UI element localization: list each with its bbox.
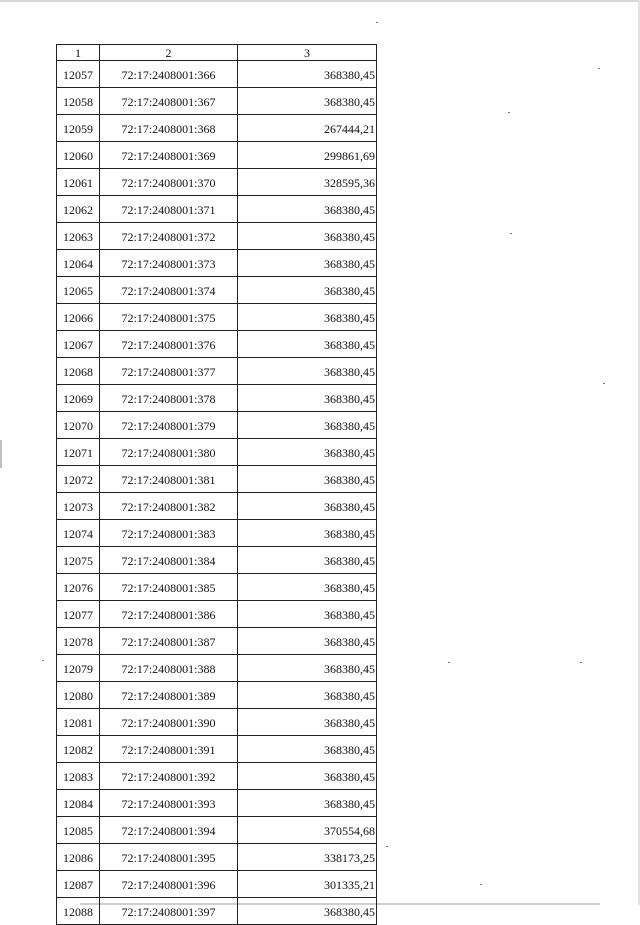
table-row	[57, 412, 377, 439]
cadastral-number: 72:17:2408001:387	[100, 628, 238, 655]
scan-speck	[603, 383, 605, 384]
scan-speck	[598, 68, 600, 69]
cadastral-number: 72:17:2408001:388	[100, 655, 238, 682]
cadastral-value: 328595,36	[238, 169, 377, 196]
row-number: 12080	[57, 682, 100, 709]
table-row	[57, 628, 377, 655]
row-number: 12069	[57, 385, 100, 412]
cadastral-number: 72:17:2408001:373	[100, 250, 238, 277]
cadastral-number: 72:17:2408001:370	[100, 169, 238, 196]
row-number: 12081	[57, 709, 100, 736]
table-row	[57, 277, 377, 304]
cadastral-number: 72:17:2408001:374	[100, 277, 238, 304]
cadastral-number: 72:17:2408001:381	[100, 466, 238, 493]
cadastral-value: 368380,45	[238, 277, 377, 304]
table-row	[57, 520, 377, 547]
cadastral-number: 72:17:2408001:383	[100, 520, 238, 547]
cadastral-value: 370554,68	[238, 817, 377, 844]
scan-speck	[480, 884, 482, 885]
cadastral-number: 72:17:2408001:368	[100, 115, 238, 142]
page-mark-left	[0, 440, 2, 468]
row-number: 12087	[57, 871, 100, 898]
row-number: 12057	[57, 61, 100, 88]
cadastral-value: 299861,69	[238, 142, 377, 169]
cadastral-value: 368380,45	[238, 304, 377, 331]
row-number: 12088	[57, 898, 100, 925]
row-number: 12083	[57, 763, 100, 790]
cadastral-value: 368380,45	[238, 250, 377, 277]
cadastral-value: 368380,45	[238, 520, 377, 547]
scan-speck	[386, 846, 388, 847]
row-number: 12074	[57, 520, 100, 547]
cadastral-number: 72:17:2408001:366	[100, 61, 238, 88]
row-number: 12062	[57, 196, 100, 223]
table-row	[57, 655, 377, 682]
cadastral-number: 72:17:2408001:371	[100, 196, 238, 223]
row-number: 12059	[57, 115, 100, 142]
cadastral-value-table	[56, 44, 377, 925]
row-number: 12064	[57, 250, 100, 277]
table-row	[57, 898, 377, 925]
cadastral-number: 72:17:2408001:375	[100, 304, 238, 331]
table-row	[57, 871, 377, 898]
cadastral-value: 368380,45	[238, 628, 377, 655]
cadastral-value: 368380,45	[238, 358, 377, 385]
row-number: 12060	[57, 142, 100, 169]
table-row	[57, 790, 377, 817]
cadastral-value: 368380,45	[238, 385, 377, 412]
table-row	[57, 250, 377, 277]
scan-speck	[508, 112, 510, 113]
cadastral-number: 72:17:2408001:378	[100, 385, 238, 412]
row-number: 12065	[57, 277, 100, 304]
cadastral-value: 368380,45	[238, 655, 377, 682]
row-number: 12076	[57, 574, 100, 601]
row-number: 12067	[57, 331, 100, 358]
row-number: 12066	[57, 304, 100, 331]
cadastral-number: 72:17:2408001:397	[100, 898, 238, 925]
row-number: 12086	[57, 844, 100, 871]
column-header-3: 3	[238, 45, 377, 61]
table-row	[57, 223, 377, 250]
row-number: 12082	[57, 736, 100, 763]
cadastral-value: 368380,45	[238, 493, 377, 520]
table-row	[57, 844, 377, 871]
row-number: 12068	[57, 358, 100, 385]
row-number: 12073	[57, 493, 100, 520]
scan-speck	[448, 662, 450, 663]
cadastral-number: 72:17:2408001:385	[100, 574, 238, 601]
row-number: 12078	[57, 628, 100, 655]
cadastral-number: 72:17:2408001:376	[100, 331, 238, 358]
table-row	[57, 88, 377, 115]
cadastral-number: 72:17:2408001:369	[100, 142, 238, 169]
table-body	[57, 61, 377, 925]
cadastral-value: 368380,45	[238, 88, 377, 115]
cadastral-number: 72:17:2408001:384	[100, 547, 238, 574]
table-row	[57, 358, 377, 385]
table-row	[57, 763, 377, 790]
row-number: 12058	[57, 88, 100, 115]
scan-speck	[376, 22, 378, 23]
cadastral-number: 72:17:2408001:395	[100, 844, 238, 871]
table-row	[57, 115, 377, 142]
table-row	[57, 736, 377, 763]
cadastral-value-table-wrapper	[56, 44, 377, 925]
cadastral-number: 72:17:2408001:392	[100, 763, 238, 790]
table-row	[57, 142, 377, 169]
row-number: 12072	[57, 466, 100, 493]
cadastral-number: 72:17:2408001:389	[100, 682, 238, 709]
cadastral-number: 72:17:2408001:382	[100, 493, 238, 520]
cadastral-number: 72:17:2408001:377	[100, 358, 238, 385]
cadastral-number: 72:17:2408001:390	[100, 709, 238, 736]
cadastral-value: 368380,45	[238, 763, 377, 790]
cadastral-value: 368380,45	[238, 61, 377, 88]
row-number: 12075	[57, 547, 100, 574]
table-row	[57, 601, 377, 628]
cadastral-number: 72:17:2408001:393	[100, 790, 238, 817]
cadastral-value: 368380,45	[238, 682, 377, 709]
cadastral-value: 368380,45	[238, 547, 377, 574]
cadastral-value: 368380,45	[238, 439, 377, 466]
cadastral-value: 368380,45	[238, 574, 377, 601]
cadastral-value: 368380,45	[238, 898, 377, 925]
table-row	[57, 61, 377, 88]
row-number: 12084	[57, 790, 100, 817]
table-row	[57, 331, 377, 358]
table-row	[57, 709, 377, 736]
cadastral-value: 368380,45	[238, 412, 377, 439]
cadastral-value: 368380,45	[238, 601, 377, 628]
cadastral-value: 368380,45	[238, 196, 377, 223]
table-row	[57, 169, 377, 196]
table-row	[57, 493, 377, 520]
cadastral-value: 368380,45	[238, 790, 377, 817]
cadastral-number: 72:17:2408001:367	[100, 88, 238, 115]
table-row	[57, 466, 377, 493]
column-header-2: 2	[100, 45, 238, 61]
cadastral-number: 72:17:2408001:379	[100, 412, 238, 439]
cadastral-number: 72:17:2408001:380	[100, 439, 238, 466]
row-number: 12077	[57, 601, 100, 628]
cadastral-number: 72:17:2408001:394	[100, 817, 238, 844]
cadastral-value: 267444,21	[238, 115, 377, 142]
row-number: 12063	[57, 223, 100, 250]
cadastral-value: 368380,45	[238, 331, 377, 358]
cadastral-value: 368380,45	[238, 736, 377, 763]
table-row	[57, 574, 377, 601]
scan-speck	[580, 662, 582, 663]
table-row	[57, 817, 377, 844]
cadastral-number: 72:17:2408001:396	[100, 871, 238, 898]
table-header-row	[57, 45, 377, 61]
cadastral-value: 368380,45	[238, 709, 377, 736]
row-number: 12070	[57, 412, 100, 439]
row-number: 12079	[57, 655, 100, 682]
cadastral-value: 338173,25	[238, 844, 377, 871]
cadastral-value: 368380,45	[238, 223, 377, 250]
table-row	[57, 385, 377, 412]
scan-speck	[510, 233, 512, 234]
table-row	[57, 439, 377, 466]
table-row	[57, 304, 377, 331]
table-row	[57, 682, 377, 709]
cadastral-number: 72:17:2408001:386	[100, 601, 238, 628]
cadastral-number: 72:17:2408001:372	[100, 223, 238, 250]
scan-speck	[42, 660, 44, 661]
row-number: 12085	[57, 817, 100, 844]
table-row	[57, 547, 377, 574]
column-header-1: 1	[57, 45, 100, 61]
row-number: 12061	[57, 169, 100, 196]
cadastral-value: 368380,45	[238, 466, 377, 493]
table-row	[57, 196, 377, 223]
row-number: 12071	[57, 439, 100, 466]
page-edge-top	[0, 0, 640, 2]
cadastral-value: 301335,21	[238, 871, 377, 898]
cadastral-number: 72:17:2408001:391	[100, 736, 238, 763]
